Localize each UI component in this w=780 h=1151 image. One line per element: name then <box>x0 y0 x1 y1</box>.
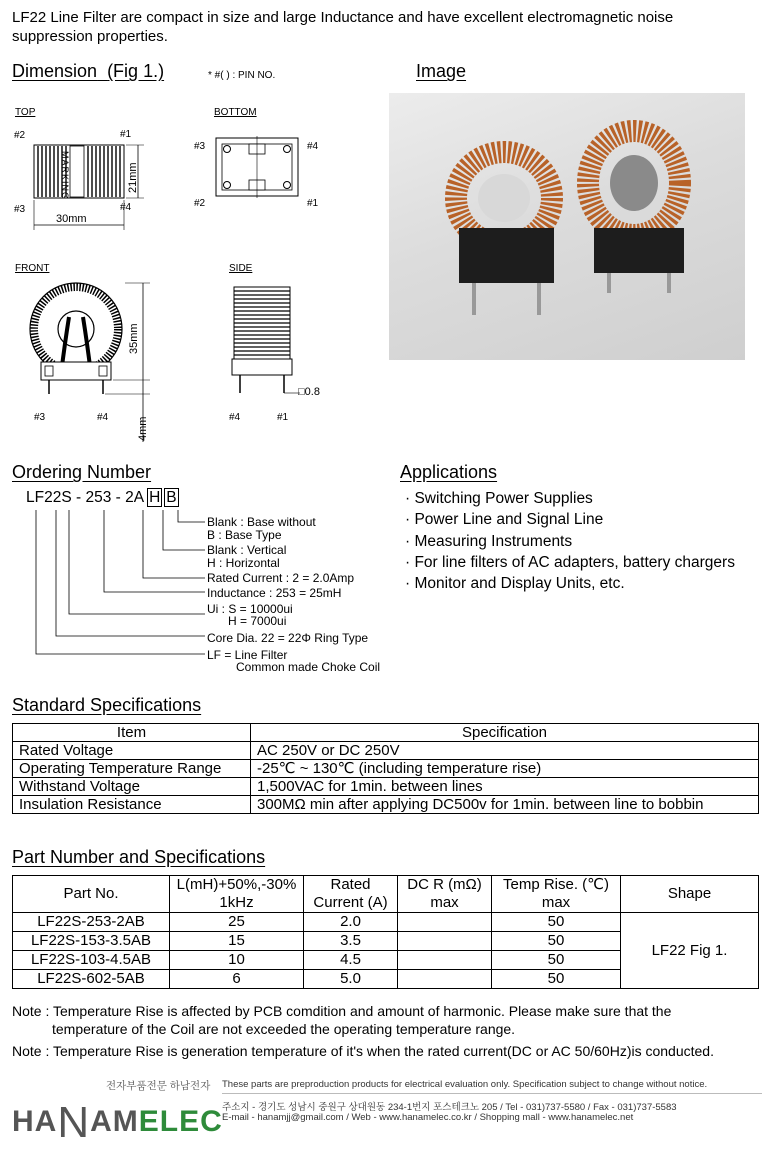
col-item: Item <box>13 724 251 742</box>
standard-specs-table <box>12 723 759 814</box>
ordering-title: Ordering Number <box>12 462 152 482</box>
table-header-row <box>13 724 759 742</box>
app-item: · Power Line and Signal Line <box>405 511 604 529</box>
app-item: · Monitor and Display Units, etc. <box>405 575 625 593</box>
ord-desc-core-dia: Core Dia. 22 = 22Φ Ring Type <box>207 631 369 645</box>
part-no: LF22S-602-5AB <box>13 970 170 989</box>
col-inductance-line1: L(mH)+50%,-30% <box>176 876 297 893</box>
col-temp-rise <box>492 876 621 913</box>
temp-rise: 50 <box>492 913 621 932</box>
logo-am: AM <box>90 1105 139 1138</box>
spec-value: AC 250V or DC 250V <box>251 742 759 760</box>
footer-divider <box>222 1093 762 1094</box>
spec-item: Operating Temperature Range <box>13 760 251 778</box>
intro-line-1: LF22 Line Filter are compact in size and large Inductance and have excellent electromagnetic noise <box>12 9 674 26</box>
spec-item: Withstand Voltage <box>13 778 251 796</box>
note-1 <box>12 1002 772 1038</box>
rated-current: 3.5 <box>304 932 398 951</box>
note-1-line-2: temperature of the Coil are not exceeded the operating temperature range. <box>52 1021 516 1037</box>
standard-specs-title: Standard Specifications <box>12 695 202 715</box>
code-b: B <box>166 489 177 506</box>
col-specification: Specification <box>251 724 759 742</box>
dim-30mm: 30mm <box>56 213 87 225</box>
rated-current: 2.0 <box>304 913 398 932</box>
col-inductance-line2: 1kHz <box>219 894 254 911</box>
app-item: · For line filters of AC adapters, battery chargers <box>405 553 735 571</box>
part-no: LF22S-253-2AB <box>13 913 170 932</box>
spec-item: Insulation Resistance <box>13 796 251 814</box>
dimension-fig: (Fig 1.) <box>107 61 165 81</box>
applications-list <box>405 488 735 594</box>
col-dcr <box>398 876 492 913</box>
dcr <box>398 951 492 970</box>
dim-35mm: 35mm <box>128 323 140 354</box>
dimension-title: Dimension (Fig 1.) <box>12 61 165 81</box>
dcr <box>398 932 492 951</box>
ord-desc-horizontal: H : Horizontal <box>207 556 280 570</box>
top-pin-4: #4 <box>120 202 132 213</box>
rated-current: 4.5 <box>304 951 398 970</box>
table-header-row <box>13 876 759 913</box>
ord-desc-ui-s: Ui : S = 10000ui <box>207 602 293 616</box>
table-row <box>13 742 759 760</box>
front-view-label: FRONT <box>15 263 50 274</box>
ord-desc-vertical: Blank : Vertical <box>207 543 287 557</box>
col-part-no: Part No. <box>13 876 170 913</box>
table-row <box>13 796 759 814</box>
ord-desc-inductance: Inductance : 253 = 25mH <box>207 586 342 600</box>
footer-disclaimer: These parts are preproduction products for electrical evaluation only. Specification subject to change without notice. <box>222 1079 708 1090</box>
spec-item: Rated Voltage <box>13 742 251 760</box>
inductance: 6 <box>170 970 304 989</box>
col-inductance <box>170 876 304 913</box>
code-253: 253 <box>85 489 112 506</box>
inductance: 25 <box>170 913 304 932</box>
intro-line-2: suppression properties. <box>12 28 168 45</box>
bottom-pin-4: #4 <box>307 141 319 152</box>
part-no: LF22S-103-4.5AB <box>13 951 170 970</box>
ord-desc-ui-h: H = 7000ui <box>228 614 287 628</box>
ordering-code <box>26 489 179 507</box>
table-row <box>13 778 759 796</box>
front-pin-4: #4 <box>97 412 109 423</box>
inductance: 10 <box>170 951 304 970</box>
ordering-leader-lines <box>20 508 210 658</box>
col-dcr-line1: DC R (mΩ) <box>407 876 482 893</box>
top-pin-1: #1 <box>120 129 132 140</box>
image-title: Image <box>416 61 467 81</box>
part-no: LF22S-153-3.5AB <box>13 932 170 951</box>
dcr <box>398 913 492 932</box>
bottom-view-drawing <box>210 132 305 202</box>
logo-elec: ELEC <box>138 1105 223 1138</box>
spec-value: 300MΩ min after applying DC500v for 1min. between line to bobbin <box>251 796 759 814</box>
dcr <box>398 970 492 989</box>
code-h: H <box>149 489 161 506</box>
dim-21mm: 21mm <box>127 162 139 193</box>
logo-n: N <box>57 1098 91 1147</box>
dim-4mm: 4mm <box>137 416 149 441</box>
col-current-line1: Rated <box>330 876 371 893</box>
side-view-label: SIDE <box>229 263 253 274</box>
marking-text: MARKING <box>60 151 70 201</box>
col-temp-line2: max <box>541 894 571 911</box>
col-shape: Shape <box>621 876 759 913</box>
bottom-view-label: BOTTOM <box>214 107 257 118</box>
code-s: S <box>61 489 72 506</box>
footer-address: 주소지 - 경기도 성남시 중원구 상대원동 234-1번지 포스테크노 205 / Tel - 031)737-5580 / Fax - 031)737-5583 <box>222 1102 677 1113</box>
top-pin-2: #2 <box>14 130 26 141</box>
dim-pin-0-8: □0.8 <box>298 386 320 398</box>
ord-desc-base-type: B : Base Type <box>207 528 282 542</box>
choke-coil-photo-illustration <box>389 93 745 360</box>
col-temp-line1: Temp Rise. (℃) <box>502 876 610 893</box>
code-sep-1: - <box>71 489 86 506</box>
logo-ha: HA <box>12 1105 58 1138</box>
code-22: 22 <box>44 489 62 506</box>
part-specs-title: Part Number and Specifications <box>12 847 266 867</box>
note-1-line-1: Note : Temperature Rise is affected by PCB comdition and amount of harmonic. Please make sure that the <box>12 1003 672 1019</box>
temp-rise: 50 <box>492 932 621 951</box>
code-lf: LF <box>26 489 45 506</box>
top-pin-3: #3 <box>14 204 26 215</box>
side-pin-1: #1 <box>277 412 289 423</box>
col-rated-current <box>304 876 398 913</box>
front-pin-3: #3 <box>34 412 46 423</box>
bottom-pin-3: #3 <box>194 141 206 152</box>
spec-value: 1,500VAC for 1min. between lines <box>251 778 759 796</box>
spec-value: -25℃ ~ 130℃ (including temperature rise) <box>251 760 759 778</box>
rated-current: 5.0 <box>304 970 398 989</box>
shape-value: LF22 Fig 1. <box>621 913 759 989</box>
ord-desc-lf: LF = Line Filter <box>207 648 288 662</box>
ord-desc-blank-base: Blank : Base without <box>207 515 316 529</box>
applications-title: Applications <box>400 462 498 482</box>
table-row <box>13 913 759 932</box>
code-2a: 2A <box>125 489 145 506</box>
product-photo <box>389 93 745 360</box>
col-dcr-line2: max <box>430 894 459 911</box>
bottom-pin-2: #2 <box>194 198 206 209</box>
logo-text <box>12 1092 223 1147</box>
note-2: Note : Temperature Rise is generation temperature of it's when the rated current(DC or AC 50/60Hz)is conducted. <box>12 1043 714 1059</box>
app-item: · Switching Power Supplies <box>405 490 593 507</box>
korean-tagline: 전자부품전문 하남전자 <box>106 1080 211 1092</box>
table-row <box>13 760 759 778</box>
top-view-label: TOP <box>15 107 36 118</box>
pin-note: * #( ) : PIN NO. <box>208 70 276 81</box>
bottom-pin-1: #1 <box>307 198 319 209</box>
temp-rise: 50 <box>492 951 621 970</box>
side-pin-4: #4 <box>229 412 241 423</box>
app-item: · Measuring Instruments <box>405 532 573 550</box>
ord-desc-common: Common made Choke Coil <box>236 660 381 674</box>
inductance: 15 <box>170 932 304 951</box>
code-sep-2: - <box>111 489 126 506</box>
temp-rise: 50 <box>492 970 621 989</box>
footer-contact: E-mail - hanamjj@gmail.com / Web - www.hanamelec.co.kr / Shopping mall - www.hanamelec.net <box>222 1112 634 1123</box>
part-specs-table <box>12 875 759 989</box>
col-current-line2: Current (A) <box>313 894 388 911</box>
ord-desc-rated-current: Rated Current : 2 = 2.0Amp <box>207 571 355 585</box>
intro-text <box>12 8 772 46</box>
